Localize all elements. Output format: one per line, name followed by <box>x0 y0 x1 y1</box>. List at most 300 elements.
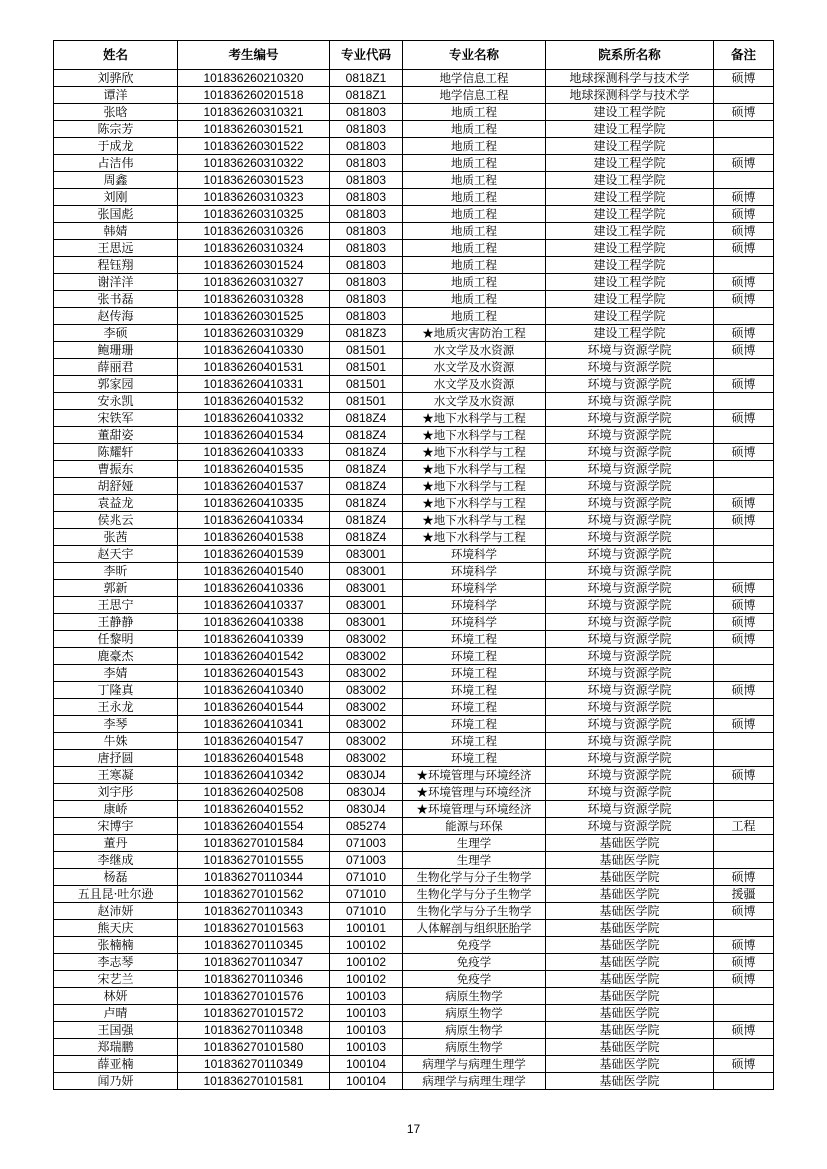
cell-remark <box>714 393 774 410</box>
cell-department: 建设工程学院 <box>546 104 714 121</box>
cell-major-code: 081803 <box>330 257 403 274</box>
cell-remark: 硕博 <box>714 495 774 512</box>
cell-major-name: ★环境管理与环境经济 <box>403 767 546 784</box>
cell-department: 基础医学院 <box>546 852 714 869</box>
table-row <box>54 359 774 376</box>
cell-name: 李志琴 <box>54 954 178 971</box>
cell-major-code: 083002 <box>330 682 403 699</box>
cell-major-code: 0818Z4 <box>330 427 403 444</box>
cell-department: 建设工程学院 <box>546 189 714 206</box>
table-row <box>54 614 774 631</box>
cell-name: 韩婧 <box>54 223 178 240</box>
cell-department: 基础医学院 <box>546 869 714 886</box>
header-name: 姓名 <box>54 41 178 70</box>
table-row <box>54 206 774 223</box>
cell-major-name: 人体解剖与组织胚胎学 <box>403 920 546 937</box>
table-row <box>54 886 774 903</box>
cell-department: 环境与资源学院 <box>546 614 714 631</box>
cell-remark <box>714 988 774 1005</box>
cell-candidate-id: 101836270110346 <box>178 971 330 988</box>
cell-name: 闻乃妍 <box>54 1073 178 1090</box>
cell-candidate-id: 101836260310325 <box>178 206 330 223</box>
table-row <box>54 920 774 937</box>
cell-major-code: 100101 <box>330 920 403 937</box>
cell-name: 鹿豪杰 <box>54 648 178 665</box>
cell-department: 基础医学院 <box>546 988 714 1005</box>
cell-major-code: 0818Z4 <box>330 512 403 529</box>
cell-major-name: 环境工程 <box>403 665 546 682</box>
cell-remark <box>714 546 774 563</box>
cell-name: 宋铁军 <box>54 410 178 427</box>
cell-candidate-id: 101836260310324 <box>178 240 330 257</box>
cell-candidate-id: 101836270110345 <box>178 937 330 954</box>
cell-name: 董丹 <box>54 835 178 852</box>
table-row <box>54 869 774 886</box>
cell-candidate-id: 101836260410330 <box>178 342 330 359</box>
cell-major-name: 水文学及水资源 <box>403 376 546 393</box>
cell-candidate-id: 101836260401544 <box>178 699 330 716</box>
cell-major-code: 085274 <box>330 818 403 835</box>
cell-candidate-id: 101836270110347 <box>178 954 330 971</box>
cell-major-name: 地质工程 <box>403 274 546 291</box>
cell-candidate-id: 101836270110348 <box>178 1022 330 1039</box>
cell-department: 环境与资源学院 <box>546 733 714 750</box>
table-row <box>54 784 774 801</box>
cell-major-name: ★环境管理与环境经济 <box>403 801 546 818</box>
table-row <box>54 172 774 189</box>
cell-major-name: 环境工程 <box>403 733 546 750</box>
table-row <box>54 580 774 597</box>
cell-name: 曹振东 <box>54 461 178 478</box>
cell-major-name: 环境科学 <box>403 597 546 614</box>
cell-major-code: 100102 <box>330 954 403 971</box>
cell-department: 环境与资源学院 <box>546 427 714 444</box>
cell-name: 安永凯 <box>54 393 178 410</box>
cell-major-code: 083001 <box>330 614 403 631</box>
cell-candidate-id: 101836260401538 <box>178 529 330 546</box>
cell-department: 基础医学院 <box>546 835 714 852</box>
cell-major-name: 病理学与病理生理学 <box>403 1056 546 1073</box>
cell-major-name: 环境科学 <box>403 580 546 597</box>
cell-remark <box>714 920 774 937</box>
cell-name: 刘宇彤 <box>54 784 178 801</box>
cell-name: 刘骅欣 <box>54 70 178 87</box>
table-row <box>54 478 774 495</box>
cell-candidate-id: 101836260301522 <box>178 138 330 155</box>
cell-name: 李琴 <box>54 716 178 733</box>
cell-major-code: 083002 <box>330 648 403 665</box>
header-department: 院系所名称 <box>546 41 714 70</box>
cell-remark: 硕博 <box>714 444 774 461</box>
cell-name: 侯兆云 <box>54 512 178 529</box>
cell-major-name: 病理学与病理生理学 <box>403 1073 546 1090</box>
cell-major-name: 地质工程 <box>403 308 546 325</box>
cell-major-code: 083001 <box>330 580 403 597</box>
cell-remark <box>714 665 774 682</box>
cell-major-name: 免疫学 <box>403 937 546 954</box>
cell-remark <box>714 699 774 716</box>
cell-candidate-id: 101836260310328 <box>178 291 330 308</box>
cell-major-name: 地质工程 <box>403 104 546 121</box>
cell-candidate-id: 101836260410336 <box>178 580 330 597</box>
cell-major-name: 生物化学与分子生物学 <box>403 903 546 920</box>
cell-candidate-id: 101836270110343 <box>178 903 330 920</box>
cell-name: 王静静 <box>54 614 178 631</box>
cell-name: 程钰翔 <box>54 257 178 274</box>
cell-major-name: 环境科学 <box>403 546 546 563</box>
cell-candidate-id: 101836260401547 <box>178 733 330 750</box>
table-row <box>54 70 774 87</box>
table-row <box>54 716 774 733</box>
cell-candidate-id: 101836260410331 <box>178 376 330 393</box>
cell-major-name: ★地下水科学与工程 <box>403 461 546 478</box>
table-row <box>54 87 774 104</box>
cell-name: 牛姝 <box>54 733 178 750</box>
cell-name: 王寒凝 <box>54 767 178 784</box>
cell-candidate-id: 101836260410333 <box>178 444 330 461</box>
cell-department: 基础医学院 <box>546 903 714 920</box>
cell-major-code: 083002 <box>330 631 403 648</box>
cell-major-code: 081803 <box>330 104 403 121</box>
cell-department: 环境与资源学院 <box>546 750 714 767</box>
cell-remark: 硕博 <box>714 937 774 954</box>
cell-candidate-id: 101836270101584 <box>178 835 330 852</box>
cell-major-code: 0818Z1 <box>330 87 403 104</box>
cell-department: 环境与资源学院 <box>546 597 714 614</box>
cell-name: 任黎明 <box>54 631 178 648</box>
cell-candidate-id: 101836260310323 <box>178 189 330 206</box>
cell-remark: 硕博 <box>714 512 774 529</box>
cell-name: 赵天宇 <box>54 546 178 563</box>
table-row <box>54 291 774 308</box>
cell-department: 建设工程学院 <box>546 308 714 325</box>
cell-major-code: 100102 <box>330 971 403 988</box>
cell-major-code: 081803 <box>330 155 403 172</box>
cell-name: 陈宗芳 <box>54 121 178 138</box>
cell-major-code: 083002 <box>330 699 403 716</box>
cell-candidate-id: 101836260401537 <box>178 478 330 495</box>
cell-department: 建设工程学院 <box>546 172 714 189</box>
cell-candidate-id: 101836260410338 <box>178 614 330 631</box>
page-number: 17 <box>406 1122 421 1136</box>
cell-candidate-id: 101836260410341 <box>178 716 330 733</box>
cell-major-code: 081803 <box>330 240 403 257</box>
cell-name: 鲍珊珊 <box>54 342 178 359</box>
cell-name: 张国彪 <box>54 206 178 223</box>
table-row <box>54 1073 774 1090</box>
cell-major-code: 081803 <box>330 121 403 138</box>
cell-name: 康峤 <box>54 801 178 818</box>
cell-major-code: 083002 <box>330 750 403 767</box>
cell-major-code: 071003 <box>330 852 403 869</box>
cell-major-name: 地质工程 <box>403 223 546 240</box>
cell-candidate-id: 101836260310322 <box>178 155 330 172</box>
cell-major-code: 081803 <box>330 206 403 223</box>
cell-major-name: 病原生物学 <box>403 1022 546 1039</box>
cell-major-name: 地质工程 <box>403 189 546 206</box>
cell-major-name: 地质工程 <box>403 172 546 189</box>
cell-major-code: 0818Z3 <box>330 325 403 342</box>
cell-remark: 硕博 <box>714 716 774 733</box>
cell-candidate-id: 101836260401552 <box>178 801 330 818</box>
cell-name: 薛亚楠 <box>54 1056 178 1073</box>
cell-name: 郑瑞鹏 <box>54 1039 178 1056</box>
cell-remark: 硕博 <box>714 631 774 648</box>
table-row <box>54 665 774 682</box>
table-row <box>54 189 774 206</box>
table-row <box>54 410 774 427</box>
cell-candidate-id: 101836270101581 <box>178 1073 330 1090</box>
cell-remark: 硕博 <box>714 223 774 240</box>
table-row <box>54 257 774 274</box>
cell-major-name: ★环境管理与环境经济 <box>403 784 546 801</box>
cell-department: 基础医学院 <box>546 1022 714 1039</box>
cell-remark: 硕博 <box>714 1056 774 1073</box>
cell-department: 环境与资源学院 <box>546 818 714 835</box>
cell-name: 林妍 <box>54 988 178 1005</box>
cell-major-name: 地质工程 <box>403 291 546 308</box>
table-row <box>54 597 774 614</box>
cell-major-code: 083002 <box>330 665 403 682</box>
cell-remark: 硕博 <box>714 155 774 172</box>
cell-department: 环境与资源学院 <box>546 699 714 716</box>
cell-major-name: ★地下水科学与工程 <box>403 529 546 546</box>
cell-name: 周鑫 <box>54 172 178 189</box>
cell-candidate-id: 101836260402508 <box>178 784 330 801</box>
cell-name: 薛丽君 <box>54 359 178 376</box>
cell-department: 环境与资源学院 <box>546 631 714 648</box>
table-row <box>54 767 774 784</box>
cell-name: 谢洋洋 <box>54 274 178 291</box>
cell-name: 刘刚 <box>54 189 178 206</box>
cell-major-code: 0818Z4 <box>330 495 403 512</box>
cell-candidate-id: 101836260401554 <box>178 818 330 835</box>
cell-name: 张晗 <box>54 104 178 121</box>
cell-department: 环境与资源学院 <box>546 410 714 427</box>
cell-department: 建设工程学院 <box>546 121 714 138</box>
cell-remark: 硕博 <box>714 70 774 87</box>
cell-major-name: 水文学及水资源 <box>403 342 546 359</box>
table-row <box>54 733 774 750</box>
table-row <box>54 342 774 359</box>
cell-remark <box>714 359 774 376</box>
cell-major-code: 081803 <box>330 138 403 155</box>
cell-major-code: 0818Z4 <box>330 478 403 495</box>
table-row <box>54 648 774 665</box>
table-row <box>54 1022 774 1039</box>
cell-major-code: 100102 <box>330 937 403 954</box>
cell-remark: 硕博 <box>714 767 774 784</box>
cell-department: 环境与资源学院 <box>546 495 714 512</box>
cell-department: 基础医学院 <box>546 937 714 954</box>
cell-candidate-id: 101836260401532 <box>178 393 330 410</box>
cell-remark: 硕博 <box>714 614 774 631</box>
cell-name: 杨磊 <box>54 869 178 886</box>
cell-department: 建设工程学院 <box>546 223 714 240</box>
cell-department: 环境与资源学院 <box>546 359 714 376</box>
cell-department: 环境与资源学院 <box>546 444 714 461</box>
cell-candidate-id: 101836260310329 <box>178 325 330 342</box>
cell-candidate-id: 101836260410335 <box>178 495 330 512</box>
cell-department: 环境与资源学院 <box>546 716 714 733</box>
table-row <box>54 903 774 920</box>
cell-candidate-id: 101836260401540 <box>178 563 330 580</box>
table-row <box>54 138 774 155</box>
cell-candidate-id: 101836270101562 <box>178 886 330 903</box>
table-row <box>54 495 774 512</box>
cell-candidate-id: 101836260401535 <box>178 461 330 478</box>
table-row <box>54 223 774 240</box>
cell-name: 五且昆·吐尔逊 <box>54 886 178 903</box>
cell-major-name: 地质工程 <box>403 155 546 172</box>
cell-remark: 硕博 <box>714 580 774 597</box>
cell-department: 环境与资源学院 <box>546 376 714 393</box>
cell-candidate-id: 101836260301525 <box>178 308 330 325</box>
cell-major-code: 071010 <box>330 869 403 886</box>
cell-remark <box>714 1073 774 1090</box>
cell-department: 环境与资源学院 <box>546 648 714 665</box>
cell-remark <box>714 648 774 665</box>
table-row <box>54 155 774 172</box>
table-row <box>54 971 774 988</box>
table-row <box>54 563 774 580</box>
cell-major-name: ★地下水科学与工程 <box>403 427 546 444</box>
cell-remark <box>714 257 774 274</box>
cell-major-code: 100103 <box>330 1005 403 1022</box>
table-row <box>54 529 774 546</box>
table-body <box>54 70 774 1090</box>
cell-major-name: 生理学 <box>403 852 546 869</box>
cell-major-name: 环境科学 <box>403 614 546 631</box>
cell-name: 赵沛妍 <box>54 903 178 920</box>
cell-name: 占洁伟 <box>54 155 178 172</box>
cell-department: 环境与资源学院 <box>546 512 714 529</box>
table-row <box>54 427 774 444</box>
table-row <box>54 852 774 869</box>
table-row <box>54 104 774 121</box>
cell-major-name: 免疫学 <box>403 954 546 971</box>
cell-candidate-id: 101836270101563 <box>178 920 330 937</box>
cell-candidate-id: 101836260410332 <box>178 410 330 427</box>
cell-remark: 硕博 <box>714 597 774 614</box>
cell-major-name: 病原生物学 <box>403 1005 546 1022</box>
cell-remark: 硕博 <box>714 903 774 920</box>
table-row <box>54 699 774 716</box>
cell-major-code: 081803 <box>330 189 403 206</box>
cell-major-name: 地质工程 <box>403 206 546 223</box>
header-major-name: 专业名称 <box>403 41 546 70</box>
cell-department: 环境与资源学院 <box>546 461 714 478</box>
cell-candidate-id: 101836270110344 <box>178 869 330 886</box>
cell-remark <box>714 138 774 155</box>
cell-major-name: 水文学及水资源 <box>403 359 546 376</box>
cell-name: 张楠楠 <box>54 937 178 954</box>
cell-candidate-id: 101836260410342 <box>178 767 330 784</box>
cell-remark <box>714 835 774 852</box>
cell-department: 基础医学院 <box>546 886 714 903</box>
cell-name: 于成龙 <box>54 138 178 155</box>
cell-department: 环境与资源学院 <box>546 563 714 580</box>
cell-major-name: 地质工程 <box>403 138 546 155</box>
table-row <box>54 954 774 971</box>
cell-major-code: 081803 <box>330 291 403 308</box>
cell-candidate-id: 101836260401548 <box>178 750 330 767</box>
cell-major-name: ★地下水科学与工程 <box>403 478 546 495</box>
table-header-row <box>54 41 774 70</box>
cell-remark <box>714 427 774 444</box>
cell-major-code: 0830J4 <box>330 801 403 818</box>
cell-name: 李继成 <box>54 852 178 869</box>
cell-major-code: 083001 <box>330 563 403 580</box>
header-major-code: 专业代码 <box>330 41 403 70</box>
cell-candidate-id: 101836260210320 <box>178 70 330 87</box>
cell-department: 基础医学院 <box>546 1039 714 1056</box>
cell-name: 袁益龙 <box>54 495 178 512</box>
cell-department: 基础医学院 <box>546 1073 714 1090</box>
cell-remark: 硕博 <box>714 206 774 223</box>
cell-remark <box>714 478 774 495</box>
cell-major-code: 081803 <box>330 172 403 189</box>
cell-department: 环境与资源学院 <box>546 682 714 699</box>
cell-major-code: 0830J4 <box>330 784 403 801</box>
table-row <box>54 682 774 699</box>
cell-major-name: 环境工程 <box>403 699 546 716</box>
cell-name: 赵传海 <box>54 308 178 325</box>
cell-major-name: 环境工程 <box>403 682 546 699</box>
cell-candidate-id: 101836260410340 <box>178 682 330 699</box>
cell-major-code: 100103 <box>330 1039 403 1056</box>
cell-department: 环境与资源学院 <box>546 801 714 818</box>
cell-remark: 硕博 <box>714 869 774 886</box>
cell-remark: 硕博 <box>714 971 774 988</box>
cell-major-code: 081803 <box>330 274 403 291</box>
cell-remark: 工程 <box>714 818 774 835</box>
cell-major-name: 地质工程 <box>403 240 546 257</box>
cell-major-code: 083002 <box>330 716 403 733</box>
table-row <box>54 274 774 291</box>
cell-name: 董甜姿 <box>54 427 178 444</box>
table-row <box>54 750 774 767</box>
header-candidate-id: 考生编号 <box>178 41 330 70</box>
table-row <box>54 325 774 342</box>
cell-department: 基础医学院 <box>546 1005 714 1022</box>
cell-major-code: 0830J4 <box>330 767 403 784</box>
cell-remark <box>714 172 774 189</box>
cell-department: 建设工程学院 <box>546 274 714 291</box>
cell-remark <box>714 750 774 767</box>
cell-department: 建设工程学院 <box>546 155 714 172</box>
cell-name: 李昕 <box>54 563 178 580</box>
cell-department: 环境与资源学院 <box>546 478 714 495</box>
cell-name: 熊天庆 <box>54 920 178 937</box>
cell-major-name: 地学信息工程 <box>403 87 546 104</box>
cell-department: 基础医学院 <box>546 920 714 937</box>
cell-major-code: 083002 <box>330 733 403 750</box>
table-row <box>54 631 774 648</box>
cell-remark <box>714 529 774 546</box>
cell-major-code: 100104 <box>330 1056 403 1073</box>
cell-name: 张茜 <box>54 529 178 546</box>
table-row <box>54 512 774 529</box>
cell-major-name: 环境科学 <box>403 563 546 580</box>
cell-major-code: 083001 <box>330 546 403 563</box>
table-row <box>54 308 774 325</box>
cell-remark <box>714 121 774 138</box>
cell-candidate-id: 101836260401542 <box>178 648 330 665</box>
cell-name: 丁隆真 <box>54 682 178 699</box>
cell-major-code: 081501 <box>330 376 403 393</box>
cell-name: 郭家园 <box>54 376 178 393</box>
